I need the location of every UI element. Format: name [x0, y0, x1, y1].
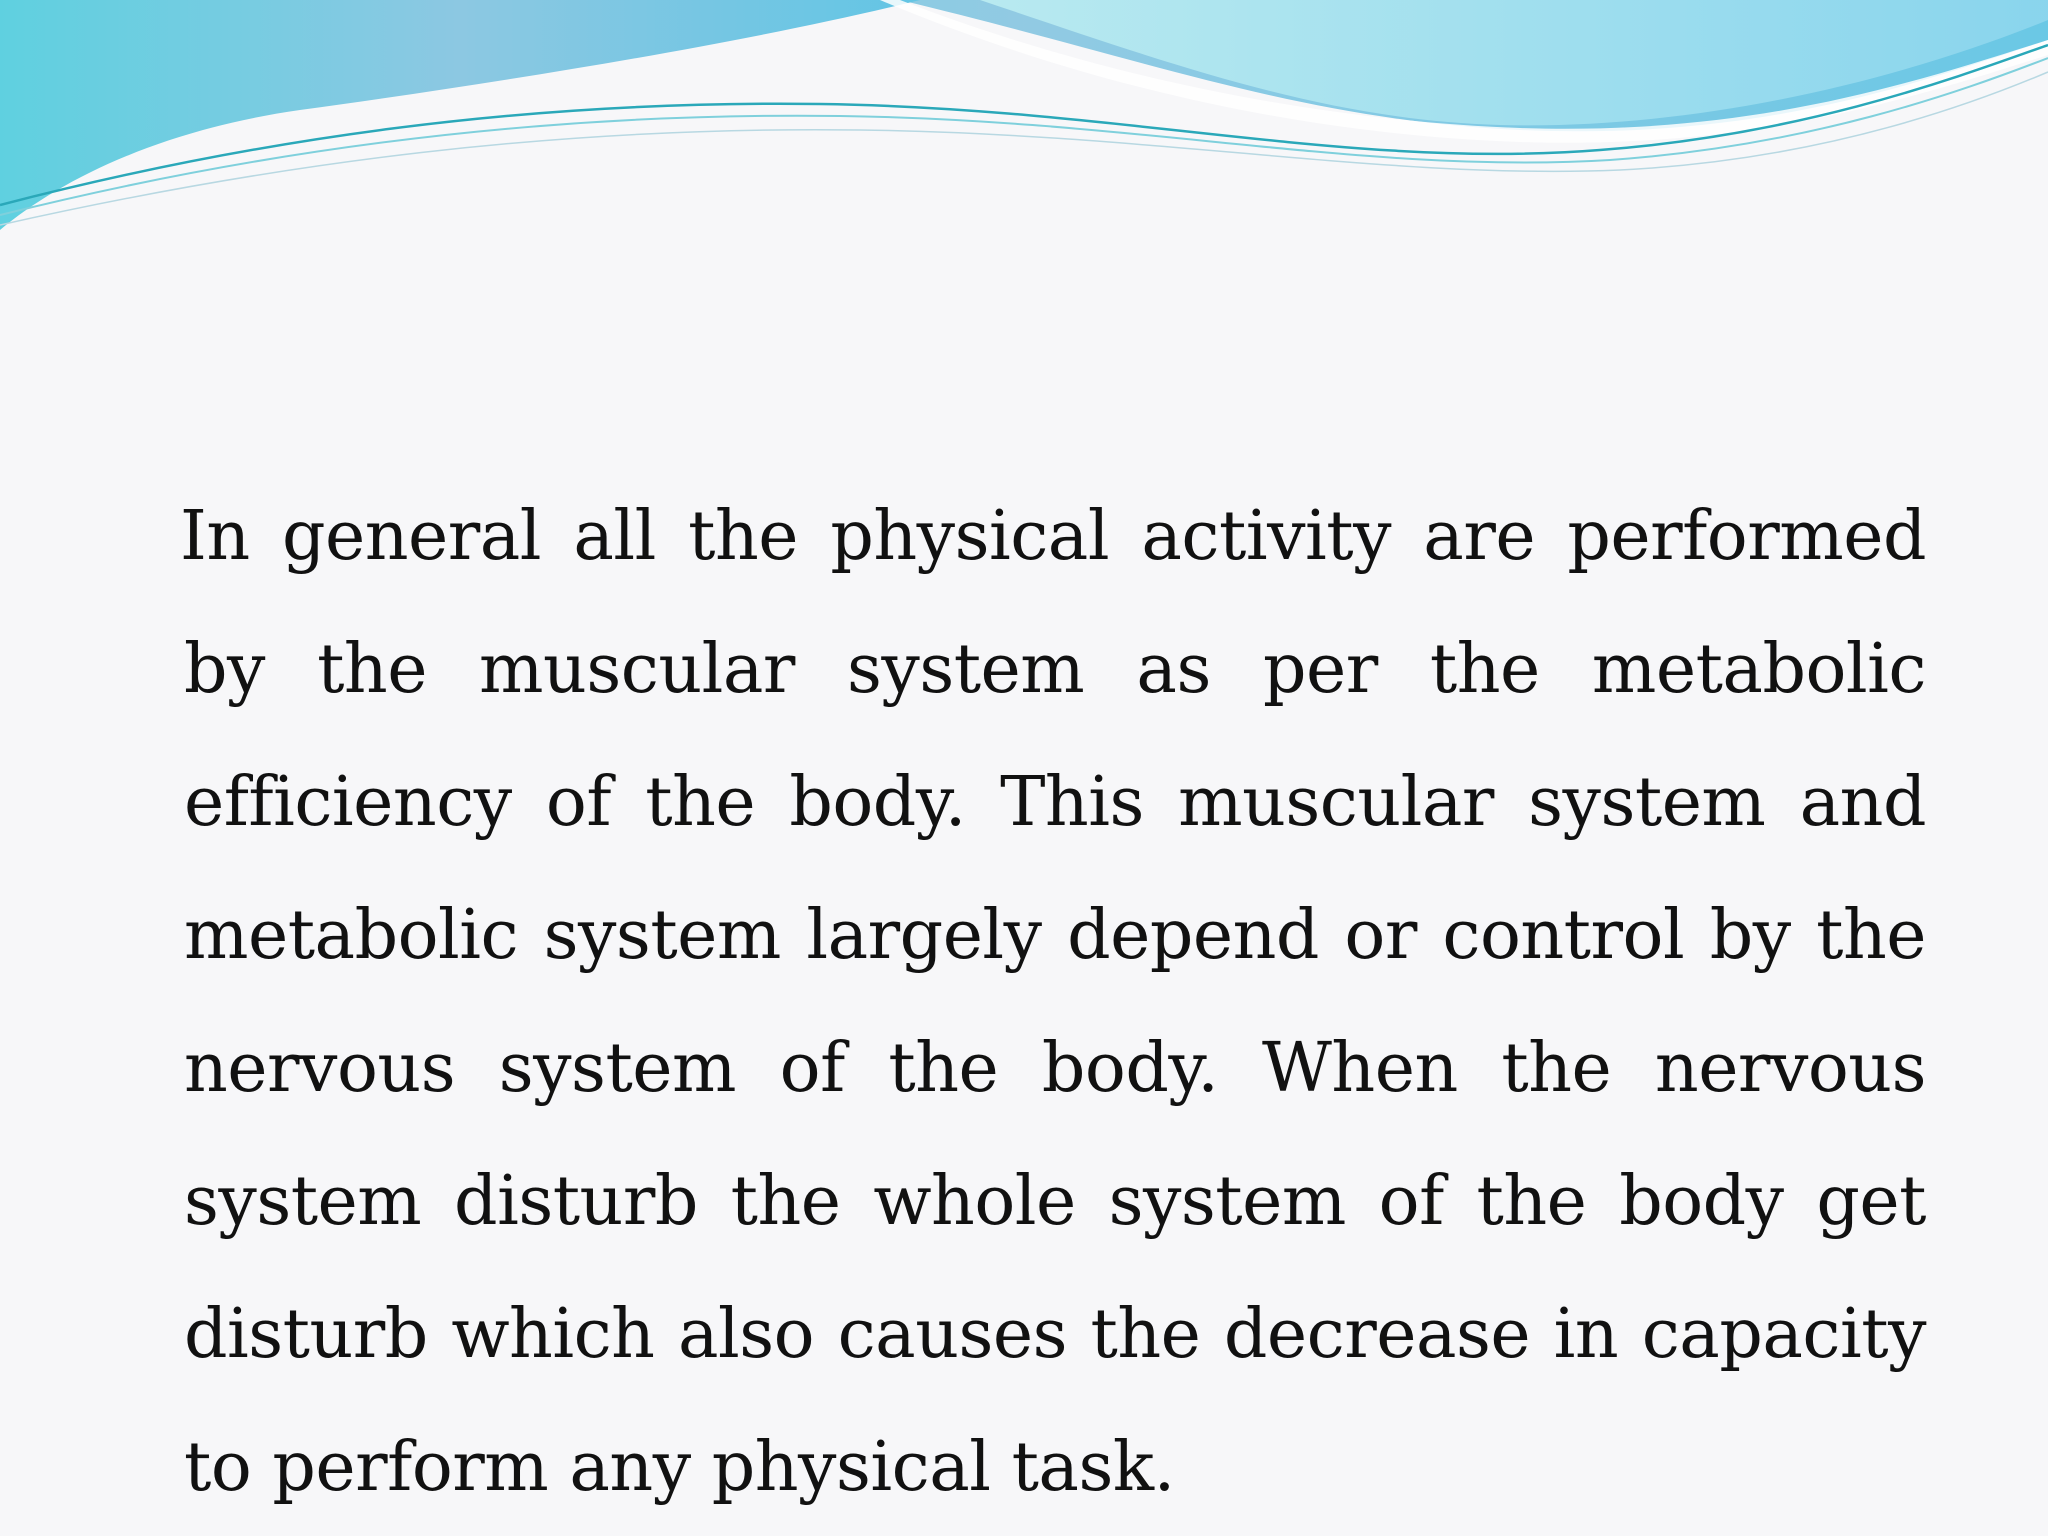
decorative-wave-header: [0, 0, 2048, 240]
slide-paragraph: In general all the physical activity are performed by the muscular system as per the metabolic efficiency of the body. This muscular system and metabolic system largely depend or control by the nervous system of the body. When the nervous system disturb the whole system of the body get disturb which also causes the decrease in capacity to perform any physical task.: [180, 497, 1926, 1507]
